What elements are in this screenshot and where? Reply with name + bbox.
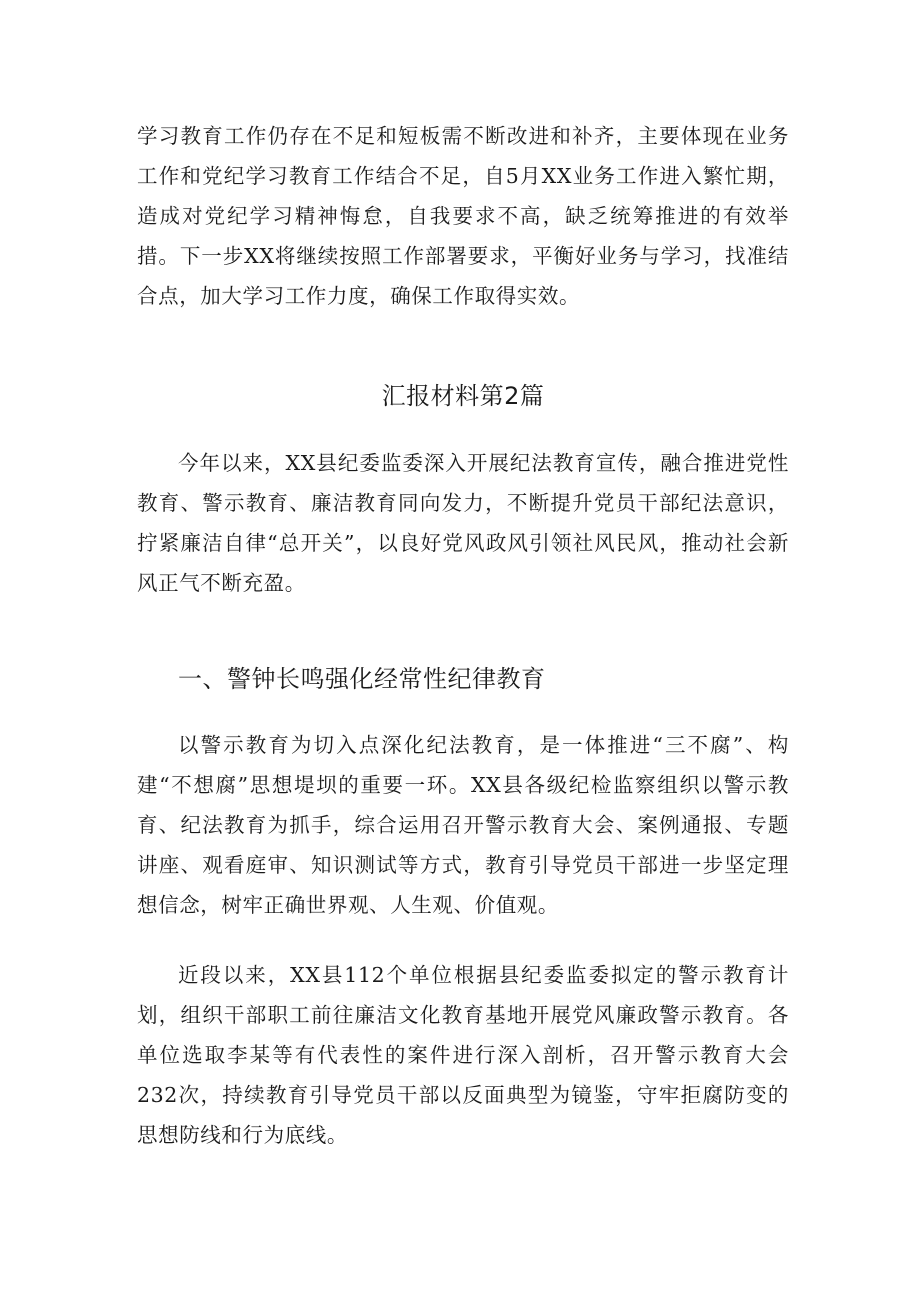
paragraph-warning-education: 以警示教育为切入点深化纪法教育，是一体推进“三不腐”、构建“不想腐”思想堤坝的重要一环。XX县各级纪检监察组织以警示教育、纪法教育为抓手，综合运用召开警示教育大会、案例通报、专题讲座、观看庭审、知识测试等方式，教育引导党员干部进一步坚定理想信念，树牢正确世界观、人生观、价值观。 [137,733,789,917]
paragraph-recent-progress: 近段以来，XX县112个单位根据县纪委监委拟定的警示教育计划，组织干部职工前往廉洁文化教育基地开展党风廉政警示教育。各单位选取李某等有代表性的案件进行深入剖析，召开警示教育大会232次，持续教育引导党员干部以反面典型为镜鉴，守牢拒腐防变的思想防线和行为底线。 [137,963,789,1147]
paragraph-intro: 今年以来，XX县纪委监委深入开展纪法教育宣传，融合推进党性教育、警示教育、廉洁教育同向发力，不断提升党员干部纪法意识，拧紧廉洁自律“总开关”，以良好党风政风引领社风民风，推动社会新风正气不断充盈。 [137,451,789,595]
section-title: 汇报材料第2篇 [381,382,545,410]
subheading-1: 一、警钟长鸣强化经常性纪律教育 [178,665,546,693]
paragraph-continuation: 学习教育工作仍存在不足和短板需不断改进和补齐，主要体现在业务工作和党纪学习教育工作结合不足，自5月XX业务工作进入繁忙期，造成对党纪学习精神悔怠，自我要求不高，缺乏统筹推进的有效举措。下一步XX将继续按照工作部署要求，平衡好业务与学习，找准结合点，加大学习工作力度，确保工作取得实效。 [137,124,789,308]
